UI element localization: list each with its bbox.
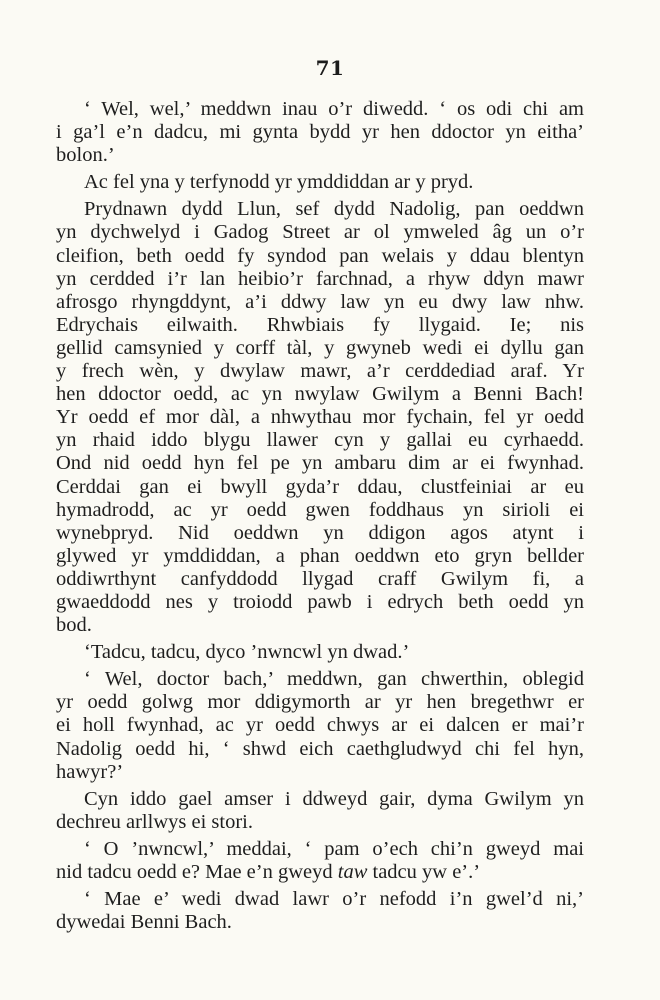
text-line: Yr oedd ef mor dàl, a nhwythau mor fychain, fel yr oedd xyxy=(56,406,584,429)
text-line: ‘ Wel, wel,’ meddwn inau o’r diwedd. ‘ os odi chi am xyxy=(84,98,584,120)
paragraph xyxy=(56,171,584,194)
text-line: yn rhaid iddo blygu llawer cyn y gallai eu cyrhaedd. xyxy=(56,429,584,452)
text-line: Ac fel yna y terfynodd yr ymddiddan ar y pryd. xyxy=(84,171,474,194)
text-line: wynebpryd. Nid oeddwn yn ddigon agos atynt i xyxy=(56,521,584,544)
text-line: hen ddoctor oedd, ac yn nwylaw Gwilym a Benni Bach! xyxy=(56,383,584,406)
body-text xyxy=(56,98,584,938)
paragraph xyxy=(56,838,584,884)
paragraph xyxy=(56,98,584,167)
text-line: afrosgo rhyngddynt, a’i ddwy law yn eu dwy law nhw. xyxy=(56,290,584,313)
text-line: oddiwrthynt canfyddodd llygad craff Gwilym fi, a xyxy=(56,567,584,590)
text-line: ‘Tadcu, tadcu, dyco ’nwncwl yn dwad.’ xyxy=(84,641,410,664)
paragraph xyxy=(56,788,584,834)
page-number: 71 xyxy=(315,56,345,80)
paragraph xyxy=(56,888,584,934)
text-line: Nadolig oedd hi, ‘ shwd eich caethgludwyd chi fel hyn, xyxy=(56,737,584,760)
text-line: hawyr?’ xyxy=(56,760,124,783)
text-line: ei holl fwynhad, ac yr oedd chwys ar ei dalcen er mai’r xyxy=(56,714,584,737)
text-line: yn cerdded i’r lan heibio’r farchnad, a rhyw ddyn mawr xyxy=(56,267,584,290)
text-line: nid tadcu oedd e? Mae e’n gweyd taw tadcu yw e’.’ xyxy=(56,861,481,883)
paragraph xyxy=(56,641,584,664)
text-line: ‘ O ’nwncwl,’ meddai, ‘ pam o’ech chi’n gweyd mai xyxy=(84,837,584,860)
text-line: i ga’l e’n dadcu, mi gynta bydd yr hen ddoctor yn eitha’ xyxy=(56,121,584,144)
text-line: Edrychais eilwaith. Rhwbiais fy llygaid. Ie; nis xyxy=(56,313,584,336)
text-line: yr oedd golwg mor ddigymorth ar yr hen bregethwr er xyxy=(56,691,584,714)
paragraph xyxy=(56,198,584,637)
text-line: glywed yr ymddiddan, a phan oeddwn eto gryn bellder xyxy=(56,544,584,567)
text-line: dechreu arllwys ei stori. xyxy=(56,810,253,833)
text-line: bod. xyxy=(56,614,92,637)
text-line: gwaeddodd nes y troiodd pawb i edrych beth oedd yn xyxy=(56,590,584,613)
text-line: bolon.’ xyxy=(56,144,115,167)
text-line: Ond nid oedd hyn fel pe yn ambaru dim ar ei fwynhad. xyxy=(56,452,584,475)
italic-word: taw xyxy=(337,861,368,883)
text-line: dywedai Benni Bach. xyxy=(56,911,232,934)
paragraph xyxy=(56,668,584,783)
text-line: hymadrodd, ac yr oedd gwen foddhaus yn sirioli ei xyxy=(56,498,584,521)
text-line: cleifion, beth oedd fy syndod pan welais y ddau blentyn xyxy=(56,244,584,267)
text-line: y frech wèn, y dwylaw mawr, a’r cerddediad araf. Yr xyxy=(56,360,584,383)
text-line: Cerddai gan ei bwyll gyda’r ddau, clustfeiniai ar eu xyxy=(56,475,584,498)
text-line: gellid camsynied y corff tàl, y gwyneb wedi ei dyllu gan xyxy=(56,336,584,359)
text-line: Prydnawn dydd Llun, sef dydd Nadolig, pan oeddwn xyxy=(84,198,584,221)
text-line: Cyn iddo gael amser i ddweyd gair, dyma Gwilym yn xyxy=(84,787,584,810)
text-line: ‘ Wel, doctor bach,’ meddwn, gan chwerthin, oblegid xyxy=(84,668,584,691)
text-line: yn dychwelyd i Gadog Street ar ol ymweled âg un o’r xyxy=(56,221,584,244)
text-line: ‘ Mae e’ wedi dwad lawr o’r nefodd i’n gwel’d ni,’ xyxy=(84,888,584,911)
